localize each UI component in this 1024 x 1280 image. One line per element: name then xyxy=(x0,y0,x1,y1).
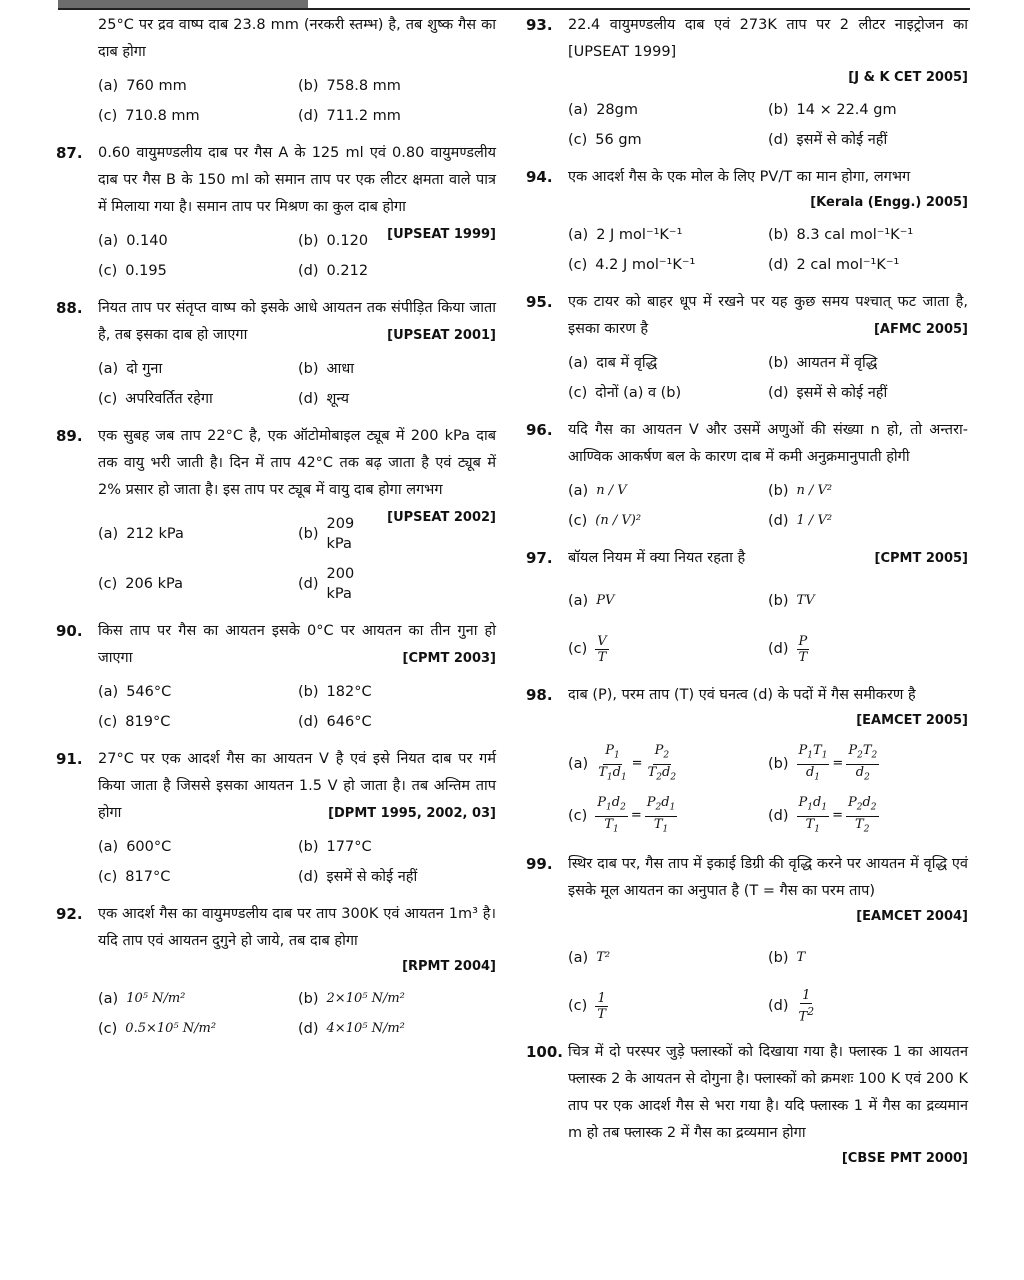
question-88 xyxy=(56,295,496,409)
fraction-1-over-t: $\frac{1}{T}$ xyxy=(597,990,606,1022)
option-d[interactable]: (d) शून्य xyxy=(298,391,350,407)
question-number: 100. xyxy=(526,1043,564,1062)
question-90 xyxy=(56,618,496,732)
option-d[interactable]: (d) इसमें से कोई नहीं xyxy=(768,132,888,148)
option-b[interactable]: (b) 2×10⁵ N/m² xyxy=(298,991,405,1007)
question-96 xyxy=(526,417,968,531)
option-d[interactable]: (d) 200 kPa xyxy=(298,566,355,602)
source-tag: [EAMCET 2005] xyxy=(856,713,968,728)
option-a[interactable]: (a) $\frac{P_1}{T_1d_1}$ = $\frac{P_2}{T_2d_2}$ xyxy=(568,743,768,785)
option-a[interactable]: (a) 760 mm xyxy=(98,78,187,94)
options xyxy=(568,225,968,275)
question-number: 97. xyxy=(526,549,553,567)
option-c[interactable]: (c) $\frac{V}{T}$ xyxy=(568,633,607,665)
question-93 xyxy=(526,12,968,150)
option-c[interactable]: (c) 819°C xyxy=(98,714,171,730)
question-text: यदि गैस का आयतन V और उसमें अणुओं की संख्या n हो, तो अन्तरा-आण्विक आकर्षण बल के कारण दाब में कमी अनुक्रमानुपाती होगी xyxy=(568,422,968,465)
options xyxy=(98,76,496,126)
options xyxy=(568,481,968,531)
option-b[interactable]: (b) 182°C xyxy=(298,684,372,700)
option-c[interactable]: (c) (n / V)² xyxy=(568,513,642,529)
option-b[interactable]: (b) $\frac{P_1T_1}{d_1}$ = $\frac{P_2T_2}{d_2}$ xyxy=(768,743,968,785)
question-text: नियत ताप पर संतृप्त वाष्प को इसके आधे आयतन तक संपीड़ित किया जाता है, तब इसका दाब हो जाएगा [UPSEAT 2001] xyxy=(98,295,496,349)
option-d[interactable]: (d) 0.212 xyxy=(298,263,369,279)
equation-d: $\frac{P_1d_1}{T_1}$ = $\frac{P_2d_2}{T_2}$ xyxy=(798,795,877,835)
option-c[interactable]: (c) अपरिवर्तित रहेगा xyxy=(98,391,213,407)
options xyxy=(98,231,379,281)
source-tag: [J & K CET 2005] xyxy=(848,70,968,85)
option-c[interactable]: (c) 0.195 xyxy=(98,263,167,279)
option-d[interactable]: (d) 2 cal mol⁻¹K⁻¹ xyxy=(768,257,900,273)
option-b[interactable]: (b) n / V² xyxy=(768,483,833,499)
option-d[interactable]: (d) $\frac{1}{T^2}$ xyxy=(768,988,815,1025)
option-c[interactable]: (c) $\frac{P_1d_2}{T_1}$ = $\frac{P_2d_1}{T_1}$ xyxy=(568,795,768,837)
source-tag: [AFMC 2005] xyxy=(873,322,968,337)
source-tag: [UPSEAT 2002] xyxy=(387,510,496,525)
option-c[interactable]: (c) 710.8 mm xyxy=(98,108,200,124)
source-tag: [CBSE PMT 2000] xyxy=(841,1151,968,1167)
question-text: 25°C पर द्रव वाष्प दाब 23.8 mm (नरकरी स्तम्भ) है, तब शुष्क गैस का दाब होगा xyxy=(98,17,496,60)
source-tag: [UPSEAT 2001] xyxy=(387,328,496,343)
options xyxy=(568,743,968,837)
question-number: 98. xyxy=(526,686,553,704)
question-100 xyxy=(526,1039,968,1171)
question-99 xyxy=(526,851,968,1025)
question-number: 91. xyxy=(56,750,83,768)
right-column xyxy=(526,12,968,1171)
question-91 xyxy=(56,746,496,887)
option-b[interactable]: (b) 14 × 22.4 gm xyxy=(768,102,897,118)
question-number: 94. xyxy=(526,168,553,186)
option-d[interactable]: (d) इसमें से कोई नहीं xyxy=(298,869,418,885)
question-text: एक टायर को बाहर धूप में रखने पर यह कुछ समय पश्चात् फट जाता है, इसका कारण है [AFMC 2005] xyxy=(568,289,968,343)
options xyxy=(98,359,496,409)
option-a[interactable]: (a) n / V xyxy=(568,483,627,499)
question-text: 0.60 वायुमण्डलीय दाब पर गैस A के 125 ml एवं 0.80 वायुमण्डलीय दाब पर गैस B के 150 ml को समान ताप पर एक लीटर क्षमता वाले पात्र में मिलाया गया है। समान ताप पर मिश्रण का कुल दाब होगा [UPSEAT 1999] xyxy=(98,140,496,221)
option-d[interactable]: (d) 646°C xyxy=(298,714,372,730)
question-number: 95. xyxy=(526,293,553,311)
question-text: किस ताप पर गैस का आयतन इसके 0°C पर आयतन का तीन गुना हो जाएगा [CPMT 2003] xyxy=(98,618,496,672)
question-95 xyxy=(526,289,968,403)
options xyxy=(98,989,496,1039)
option-a[interactable]: (a) 600°C xyxy=(98,839,172,855)
question-text: दाब (P), परम ताप (T) एवं घनत्व (d) के पदों में गैस समीकरण है xyxy=(568,687,916,703)
question-number: 92. xyxy=(56,905,83,923)
question-text: बॉयल नियम में क्या नियत रहता है [CPMT 2005] xyxy=(568,545,968,572)
options xyxy=(98,514,379,604)
option-d[interactable]: (d) $\frac{P_1d_1}{T_1}$ = $\frac{P_2d_2}{T_2}$ xyxy=(768,795,968,837)
option-a[interactable]: (a) दाब में वृद्धि xyxy=(568,355,658,371)
source-tag: [EAMCET 2004] xyxy=(856,909,968,925)
option-c[interactable]: (c) 206 kPa xyxy=(98,576,183,592)
question-text: एक आदर्श गैस के एक मोल के लिए PV/T का मान होगा, लगभग xyxy=(568,169,911,185)
question-number: 87. xyxy=(56,144,83,162)
question-text: एक सुबह जब ताप 22°C है, एक ऑटोमोबाइल ट्यूब में 200 kPa दाब तक वायु भरी जाती है। दिन में ताप 42°C तक बढ़ जाता है एवं ट्यूब में 2% प्रसार हो जाता है। इस ताप पर ट्यूब में वायु दाब होगा लगभग [UPSEAT 2002] xyxy=(98,423,496,504)
left-column xyxy=(56,12,496,1053)
option-c[interactable]: (c) 56 gm xyxy=(568,132,642,148)
option-d[interactable]: (d) $\frac{P}{T}$ xyxy=(768,633,808,665)
option-b[interactable]: (b) आयतन में वृद्धि xyxy=(768,355,878,371)
source-tag: [Kerala (Engg.) 2005] xyxy=(810,195,968,210)
option-a[interactable]: (a) T² xyxy=(568,950,611,967)
option-a[interactable]: (a) 212 kPa xyxy=(98,526,184,542)
options xyxy=(568,353,968,403)
fraction-1-over-t-squared: $\frac{1}{T^2}$ xyxy=(798,988,815,1025)
option-a[interactable]: (a) दो गुना xyxy=(98,361,163,377)
question-94 xyxy=(526,164,968,275)
option-b[interactable]: (b) T xyxy=(768,950,806,967)
question-text: स्थिर दाब पर, गैस ताप में इकाई डिग्री की वृद्धि करने पर आयतन में वृद्धि एवं इसके मूल आयतन का अनुपात है (T = गैस का परम ताप) xyxy=(568,856,968,900)
question-text: 27°C पर एक आदर्श गैस का आयतन V है एवं इसे नियत दाब पर गर्म किया जाता है जिससे इसका आयतन 1.5 V हो जाता है। तब अन्तिम ताप होगा [DPMT 1995, 2002, 03] xyxy=(98,746,496,827)
option-c[interactable]: (c) $\frac{1}{T}$ xyxy=(568,990,606,1022)
header-line xyxy=(58,8,970,10)
option-a[interactable]: (a) PV xyxy=(568,593,615,609)
option-a[interactable]: (a) 28gm xyxy=(568,102,638,118)
option-d[interactable]: (d) 4×10⁵ N/m² xyxy=(298,1021,405,1037)
option-b[interactable]: (b) TV xyxy=(768,593,815,609)
question-87 xyxy=(56,140,496,281)
top-rule xyxy=(58,0,970,10)
fraction-v-over-t: $\frac{V}{T}$ xyxy=(597,633,607,665)
option-a[interactable]: (a) 546°C xyxy=(98,684,172,700)
fraction-p-over-t: $\frac{P}{T}$ xyxy=(798,633,808,665)
option-b[interactable]: (b) 758.8 mm xyxy=(298,78,401,94)
option-c[interactable]: (c) 4.2 J mol⁻¹K⁻¹ xyxy=(568,257,696,273)
source-tag: [CPMT 2005] xyxy=(874,551,968,566)
option-c[interactable]: (c) दोनों (a) व (b) xyxy=(568,385,682,401)
option-c[interactable]: (c) 0.5×10⁵ N/m² xyxy=(98,1021,217,1037)
option-b[interactable]: (b) 0.120 xyxy=(298,233,369,249)
option-d[interactable]: (d) 711.2 mm xyxy=(298,108,401,124)
question-number: 96. xyxy=(526,421,553,439)
question-number: 89. xyxy=(56,427,83,445)
question-number: 93. xyxy=(526,16,553,34)
source-tag: [DPMT 1995, 2002, 03] xyxy=(328,806,496,821)
equation-c: $\frac{P_1d_2}{T_1}$ = $\frac{P_2d_1}{T_1}$ xyxy=(597,795,676,835)
source-tag: [CPMT 2003] xyxy=(402,651,496,666)
question-number: 88. xyxy=(56,299,83,317)
options xyxy=(98,837,496,887)
question-number: 90. xyxy=(56,622,83,640)
question-text: 22.4 वायुमण्डलीय दाब एवं 273K ताप पर 2 लीटर नाइट्रोजन का [UPSEAT 1999] xyxy=(568,17,968,60)
option-a[interactable]: (a) 10⁵ N/m² xyxy=(98,991,186,1007)
option-a[interactable]: (a) 0.140 xyxy=(98,233,168,249)
option-d[interactable]: (d) इसमें से कोई नहीं xyxy=(768,385,888,401)
header-bar xyxy=(58,0,308,8)
question-86-continued xyxy=(56,12,496,126)
options xyxy=(98,682,496,732)
options xyxy=(568,939,968,1025)
option-b[interactable]: (b) आधा xyxy=(298,361,355,377)
question-92 xyxy=(56,901,496,1039)
option-d[interactable]: (d) 1 / V² xyxy=(768,513,833,529)
equation-a: $\frac{P_1}{T_1d_1}$ = $\frac{P_2}{T_2d_2}$ xyxy=(598,743,677,783)
options xyxy=(568,582,968,668)
source-tag: [UPSEAT 1999] xyxy=(387,227,496,242)
options xyxy=(568,100,968,150)
option-b[interactable]: (b) 8.3 cal mol⁻¹K⁻¹ xyxy=(768,227,914,243)
question-text: एक आदर्श गैस का वायुमण्डलीय दाब पर ताप 300K एवं आयतन 1m³ है। यदि ताप एवं आयतन दुगुने हो जाये, तब दाब होगा xyxy=(98,906,496,949)
question-89 xyxy=(56,423,496,604)
option-b[interactable]: (b) 177°C xyxy=(298,839,372,855)
option-a[interactable]: (a) 2 J mol⁻¹K⁻¹ xyxy=(568,227,683,243)
source-tag: [RPMT 2004] xyxy=(402,959,496,974)
question-number: 99. xyxy=(526,855,553,874)
option-b[interactable]: (b) 209 kPa xyxy=(298,516,355,552)
question-text: चित्र में दो परस्पर जुड़े फ्लास्कों को दिखाया गया है। फ्लास्क 1 का आयतन फ्लास्क 2 के आयतन से दोगुना है। फ्लास्कों को क्रमशः 100 K एवं 200 K ताप पर एक आदर्श गैस से भरा गया है। यदि फ्लास्क 1 में गैस का द्रव्यमान m हो तब फ्लास्क 2 में गैस का द्रव्यमान होगा xyxy=(568,1044,968,1142)
equation-b: $\frac{P_1T_1}{d_1}$ = $\frac{P_2T_2}{d_2}$ xyxy=(798,743,878,783)
question-98 xyxy=(526,682,968,837)
option-c[interactable]: (c) 817°C xyxy=(98,869,171,885)
question-97 xyxy=(526,545,968,668)
